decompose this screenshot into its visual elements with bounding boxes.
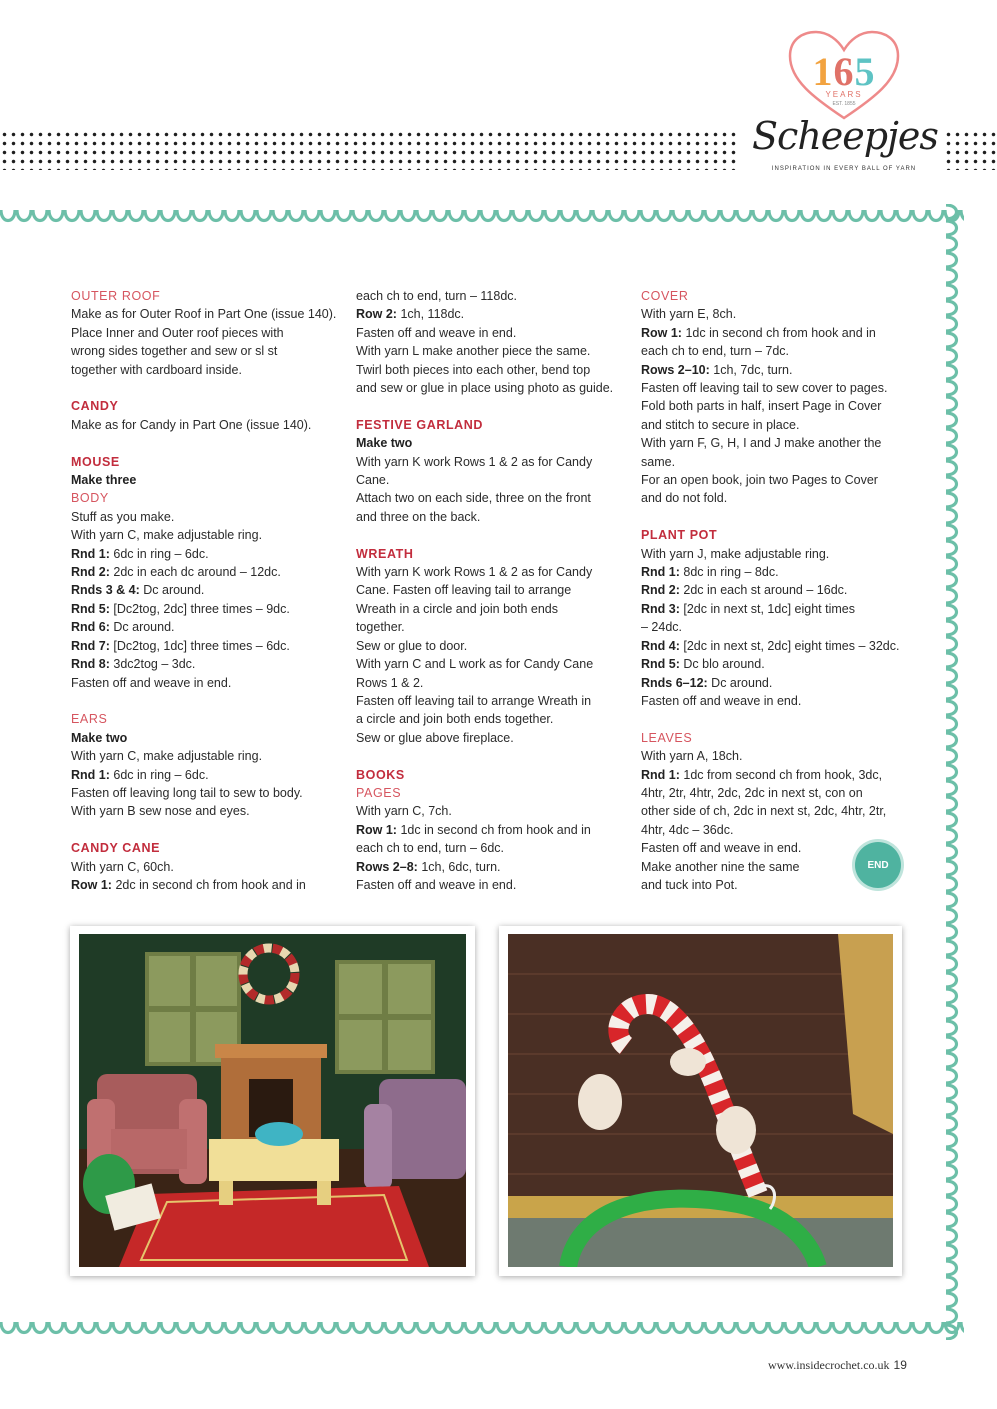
heading-candy: CANDY bbox=[71, 399, 119, 414]
heading-ears: EARS bbox=[71, 712, 108, 727]
text-line: each ch to end, turn – 7dc. bbox=[641, 344, 790, 359]
column-2 bbox=[356, 287, 624, 894]
text-line: With yarn L make another piece the same. bbox=[356, 344, 591, 359]
scheepjes-logo bbox=[752, 28, 936, 178]
text-line: Fold both parts in half, insert Page in Cover bbox=[641, 399, 882, 414]
text-line: Attach two on each side, three on the front bbox=[356, 491, 591, 506]
text-line: Fasten off leaving tail to arrange Wreath in bbox=[356, 693, 592, 708]
pattern-row: Rnd 1: 1dc from second ch from hook, 3dc, bbox=[641, 767, 883, 782]
living-room-illustration bbox=[79, 934, 466, 1267]
heading-wreath: WREATH bbox=[356, 546, 414, 561]
text-line: For an open book, join two Pages to Cover bbox=[641, 473, 878, 488]
brand-tagline: INSPIRATION IN EVERY BALL OF YARN bbox=[771, 166, 917, 172]
pattern-row: Rnd 4: [2dc in next st, 2dc] eight times – 32dc. bbox=[641, 638, 900, 653]
heading-cover: COVER bbox=[641, 289, 689, 303]
candy-cane-illustration bbox=[508, 934, 893, 1267]
heading-outer-roof: OUTER ROOF bbox=[71, 289, 161, 303]
heading-candy-cane: CANDY CANE bbox=[71, 841, 161, 856]
text-line: With yarn C, make adjustable ring. bbox=[71, 528, 263, 543]
text-line: Sew or glue to door. bbox=[356, 638, 468, 653]
column-3 bbox=[641, 287, 909, 894]
pattern-row: Rnd 7: [Dc2tog, 1dc] three times – 6dc. bbox=[71, 638, 290, 653]
text-line: With yarn K work Rows 1 & 2 as for Candy bbox=[356, 454, 593, 469]
text-line: and three on the back. bbox=[356, 509, 481, 524]
photo-candy-cane-mice bbox=[499, 926, 902, 1276]
dot-pattern-band bbox=[0, 130, 737, 170]
text-line: Stuff as you make. bbox=[71, 509, 175, 524]
text-line: Fasten off and weave in end. bbox=[71, 675, 232, 690]
text-line: Place Inner and Outer roof pieces with bbox=[71, 325, 284, 340]
pattern-row: Row 1: 1dc in second ch from hook and in bbox=[356, 822, 591, 837]
text-line: With yarn C, 7ch. bbox=[356, 804, 452, 819]
text-line: With yarn B sew nose and eyes. bbox=[71, 804, 250, 819]
pattern-row: Rnd 8: 3dc2tog – 3dc. bbox=[71, 657, 196, 672]
pattern-row: Rows 2–10: 1ch, 7dc, turn. bbox=[641, 362, 793, 377]
wavy-border-right bbox=[940, 204, 964, 1340]
text-line: With yarn E, 8ch. bbox=[641, 307, 737, 322]
mouse-icon bbox=[578, 1074, 622, 1130]
text-line: together with cardboard inside. bbox=[71, 362, 242, 377]
text-line: With yarn F, G, H, I and J make another the bbox=[641, 436, 882, 451]
text-line: each ch to end, turn – 118dc. bbox=[356, 289, 517, 303]
text-line: and tuck into Pot. bbox=[641, 877, 738, 892]
text-line: 4htr, 4dc – 36dc. bbox=[641, 822, 734, 837]
text-line: Make as for Candy in Part One (issue 140). bbox=[71, 417, 312, 432]
pattern-row: Rnd 2: 2dc in each dc around – 12dc. bbox=[71, 565, 281, 580]
pattern-row: Rnds 6–12: Dc around. bbox=[641, 675, 773, 690]
text-line: With yarn K work Rows 1 & 2 as for Candy bbox=[356, 565, 593, 580]
pattern-row: Rows 2–8: 1ch, 6dc, turn. bbox=[356, 859, 501, 874]
subheading-body: BODY bbox=[71, 491, 109, 506]
heading-mouse: MOUSE bbox=[71, 454, 120, 469]
text-line: Make another nine the same bbox=[641, 859, 800, 874]
text-line: 4htr, 2tr, 4htr, 2dc, 2dc in next st, con on bbox=[641, 785, 863, 800]
pattern-row: Rnds 3 & 4: Dc around. bbox=[71, 583, 205, 598]
text-line: With yarn J, make adjustable ring. bbox=[641, 546, 830, 561]
text-line: Twirl both pieces into each other, bend top bbox=[356, 362, 591, 377]
text-line: Fasten off leaving long tail to sew to body. bbox=[71, 785, 303, 800]
wavy-border-bottom bbox=[0, 1316, 964, 1340]
text-line: Fasten off and weave in end. bbox=[641, 841, 802, 856]
text-line: together. bbox=[356, 620, 405, 635]
pattern-row: Rnd 5: [Dc2tog, 2dc] three times – 9dc. bbox=[71, 601, 290, 616]
text-line: same. bbox=[641, 454, 676, 469]
badge-years-text: YEARS bbox=[825, 90, 863, 99]
pattern-row: Rnd 1: 6dc in ring – 6dc. bbox=[71, 546, 209, 561]
anniversary-badge bbox=[784, 28, 904, 123]
pattern-row: Rnd 3: [2dc in next st, 1dc] eight times bbox=[641, 601, 855, 616]
heading-plant-pot: PLANT POT bbox=[641, 528, 718, 543]
text-line: With yarn C, make adjustable ring. bbox=[71, 749, 263, 764]
heading-leaves: LEAVES bbox=[641, 730, 693, 745]
pattern-row: Rnd 2: 2dc in each st around – 16dc. bbox=[641, 583, 848, 598]
text-line: Fasten off and weave in end. bbox=[356, 325, 517, 340]
text-line: Cane. Fasten off leaving tail to arrange bbox=[356, 583, 572, 598]
pattern-row: Rnd 1: 6dc in ring – 6dc. bbox=[71, 767, 209, 782]
mouse-icon bbox=[716, 1106, 756, 1154]
brand-name: Scheepjes bbox=[752, 114, 938, 158]
photo-living-room bbox=[70, 926, 475, 1276]
make-count: Make two bbox=[356, 436, 413, 451]
text-line: and sew or glue in place using photo as guide. bbox=[356, 381, 614, 396]
armchair-right-icon bbox=[364, 1079, 466, 1189]
text-line: Rows 1 & 2. bbox=[356, 675, 424, 690]
text-line: Fasten off and weave in end. bbox=[356, 877, 517, 892]
pattern-row: Row 2: 1ch, 118dc. bbox=[356, 307, 465, 322]
text-line: wrong sides together and sew or sl st bbox=[71, 344, 278, 359]
text-line: Sew or glue above fireplace. bbox=[356, 730, 514, 745]
text-line: With yarn C, 60ch. bbox=[71, 859, 174, 874]
text-line: Fasten off and weave in end. bbox=[641, 693, 802, 708]
text-line: and stitch to secure in place. bbox=[641, 417, 800, 432]
column-1 bbox=[71, 287, 339, 894]
text-line: With yarn C and L work as for Candy Cane bbox=[356, 657, 594, 672]
page-footer bbox=[768, 1358, 928, 1373]
pattern-row: Rnd 5: Dc blo around. bbox=[641, 657, 765, 672]
text-line: each ch to end, turn – 6dc. bbox=[356, 841, 505, 856]
end-badge: END bbox=[855, 842, 901, 888]
text-line: a circle and join both ends together. bbox=[356, 712, 554, 727]
text-line: Cane. bbox=[356, 473, 390, 488]
pattern-row: Row 1: 2dc in second ch from hook and in bbox=[71, 877, 306, 892]
text-line: Make as for Outer Roof in Part One (issue 140). bbox=[71, 307, 337, 322]
subheading-pages: PAGES bbox=[356, 785, 402, 800]
pattern-row: Rnd 6: Dc around. bbox=[71, 620, 175, 635]
text-line: other side of ch, 2dc in next st, 2dc, 4htr, 2tr, bbox=[641, 804, 887, 819]
heading-books: BOOKS bbox=[356, 767, 405, 782]
badge-est-text: EST. 1855 bbox=[832, 101, 856, 107]
make-count: Make three bbox=[71, 473, 137, 488]
dot-pattern-band-right bbox=[944, 130, 997, 170]
heading-festive-garland: FESTIVE GARLAND bbox=[356, 417, 484, 432]
text-line: Fasten off leaving tail to sew cover to pages. bbox=[641, 381, 888, 396]
wavy-border-top bbox=[0, 204, 964, 228]
page-number: 19 bbox=[893, 1358, 907, 1372]
rug-icon bbox=[119, 1186, 429, 1267]
pattern-row: Rnd 1: 8dc in ring – 8dc. bbox=[641, 565, 779, 580]
mouse-icon bbox=[670, 1048, 706, 1076]
anniversary-number: 165 bbox=[812, 49, 876, 94]
footer-url: www.insidecrochet.co.uk bbox=[768, 1358, 890, 1372]
text-line: Wreath in a circle and join both ends bbox=[356, 601, 558, 616]
window-right-icon bbox=[337, 962, 433, 1072]
pattern-row: Row 1: 1dc in second ch from hook and in bbox=[641, 325, 876, 340]
make-count: Make two bbox=[71, 730, 128, 745]
text-line: With yarn A, 18ch. bbox=[641, 749, 743, 764]
text-line: – 24dc. bbox=[641, 620, 683, 635]
text-line: and do not fold. bbox=[641, 491, 728, 506]
